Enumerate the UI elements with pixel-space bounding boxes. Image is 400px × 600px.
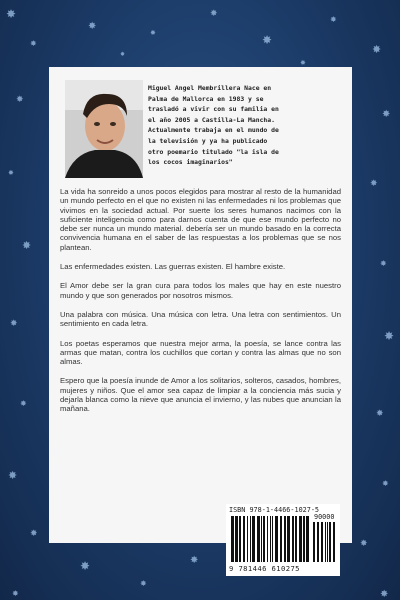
isbn-text: ISBN 978-1-4466-1027-5 bbox=[229, 506, 320, 514]
blurb-paragraph: Espero que la poesía inunde de Amor a los solitarios, solteros, casados, hombres, mujeres y niños. Que el amor sea capaz de limpiar a la conciencia más sucia y dejarla blanca como la nieve que anuncia el invierno, y las nubes que anuncian la mañana. bbox=[60, 376, 341, 414]
star-icon: ✸ bbox=[8, 469, 18, 482]
blurb-paragraph: Los poetas esperamos que nuestra mejor arma, la poesía, se lance contra las armas que matan, contra los cuchillos que cortan y contra las almas que no son almas. bbox=[60, 338, 341, 367]
star-icon: ✸ bbox=[330, 15, 337, 24]
bio-line: Miguel Angel Membrillera Nace en bbox=[148, 84, 272, 92]
star-icon: ✸ bbox=[20, 399, 27, 408]
star-icon: ✸ bbox=[150, 29, 156, 37]
barcode-bar bbox=[306, 516, 309, 562]
star-icon: ✸ bbox=[376, 409, 384, 419]
star-icon: ✸ bbox=[30, 529, 38, 539]
author-photo bbox=[65, 80, 143, 178]
barcode-bar bbox=[313, 522, 315, 562]
barcode-bar bbox=[325, 522, 326, 562]
star-icon: ✸ bbox=[120, 51, 126, 58]
star-icon: ✸ bbox=[12, 589, 19, 598]
star-icon: ✸ bbox=[360, 539, 368, 549]
barcode-bar bbox=[329, 522, 331, 562]
barcode-bar bbox=[333, 522, 335, 562]
barcode-bar bbox=[243, 516, 245, 562]
barcode-bar bbox=[270, 516, 271, 562]
barcode-bar bbox=[231, 516, 234, 562]
star-icon: ✸ bbox=[300, 59, 306, 67]
star-icon: ✸ bbox=[382, 109, 391, 120]
barcode-bar bbox=[267, 516, 268, 562]
star-icon: ✸ bbox=[190, 555, 199, 566]
author-bio bbox=[148, 83, 346, 168]
bio-line: Palma de Mallorca en 1983 y se bbox=[148, 94, 264, 103]
barcode-bar bbox=[292, 516, 294, 562]
barcode-bar bbox=[247, 516, 248, 562]
barcode-number: 9 781446 610275 bbox=[229, 564, 300, 573]
barcode-bar bbox=[295, 516, 297, 562]
star-icon: ✸ bbox=[6, 7, 17, 21]
barcode-icon bbox=[229, 516, 337, 564]
barcode-bar bbox=[235, 516, 238, 562]
star-icon: ✸ bbox=[210, 9, 218, 19]
blurb-paragraph: Una palabra con música. Una música con letra. Una letra con sentimientos. Un sentimiento en cada letra. bbox=[60, 309, 341, 329]
blurb-text bbox=[60, 187, 341, 424]
star-icon: ✸ bbox=[88, 21, 97, 32]
star-icon: ✸ bbox=[382, 479, 389, 488]
blurb-paragraph: La vida ha sonreido a unos pocos elegidos para mostrar al resto de la humanidad un mundo perfecto en el que no existen ni las enfermedades ni los problemas que vivimos en la sociedad actual. Por suerte los seres humanos nacimos con la suficiente inteligencia como para darnos cuenta de que ese mundo perfecto no debe ser nunca un mundo material. debería ser un mundo basado en la correcta convivencia humana en el saber de las respuestas a los problemas que se nos plantean. bbox=[60, 187, 341, 252]
star-icon: ✸ bbox=[22, 239, 32, 252]
star-icon: ✸ bbox=[380, 259, 387, 268]
star-icon: ✸ bbox=[380, 589, 389, 600]
barcode-bar bbox=[263, 516, 265, 562]
barcode-bar bbox=[275, 516, 278, 562]
blurb-paragraph: El Amor debe ser la gran cura para todos los males que hay en este nuestro mundo y que son generados por nosotros mismos. bbox=[60, 281, 341, 300]
star-icon: ✸ bbox=[262, 33, 273, 47]
barcode-bar bbox=[257, 516, 260, 562]
star-icon: ✸ bbox=[372, 43, 382, 56]
barcode-bar bbox=[317, 522, 319, 562]
star-icon: ✸ bbox=[16, 95, 24, 105]
star-icon: ✸ bbox=[80, 559, 91, 573]
star-icon: ✸ bbox=[10, 319, 18, 329]
barcode-bar bbox=[272, 516, 273, 562]
barcode-bar bbox=[284, 516, 286, 562]
star-icon: ✸ bbox=[30, 39, 37, 48]
barcode-bar bbox=[280, 516, 282, 562]
barcode-bar bbox=[303, 516, 305, 562]
star-icon: ✸ bbox=[370, 179, 378, 189]
barcode-bar bbox=[321, 522, 323, 562]
blurb-paragraph: Las enfermedades existen. Las guerras existen. El hambre existe. bbox=[60, 262, 286, 272]
bio-line: Actualmente trabaja en el mundo de bbox=[148, 126, 279, 135]
bio-line: otro poemario titulado "la isla de bbox=[148, 147, 279, 156]
bio-line: los cocos imaginarios" bbox=[148, 158, 233, 167]
bio-line: la televisión y ya ha publicado bbox=[148, 136, 268, 145]
barcode-bar bbox=[250, 516, 251, 562]
barcode-bar bbox=[261, 516, 262, 562]
bio-line: trasladó a vivir con su familia en bbox=[148, 105, 279, 114]
author-portrait-icon bbox=[65, 80, 143, 178]
barcode-bar bbox=[239, 516, 241, 562]
price-code: 90000 bbox=[314, 513, 335, 521]
star-icon: ✸ bbox=[8, 169, 14, 177]
barcode-bar bbox=[327, 522, 328, 562]
star-icon: ✸ bbox=[140, 579, 147, 588]
barcode-bar bbox=[252, 516, 255, 562]
barcode-bar bbox=[299, 516, 302, 562]
barcode-bar bbox=[287, 516, 290, 562]
bio-line: el año 2005 a Castilla-La Mancha. bbox=[148, 115, 275, 124]
star-icon: ✸ bbox=[384, 329, 395, 343]
